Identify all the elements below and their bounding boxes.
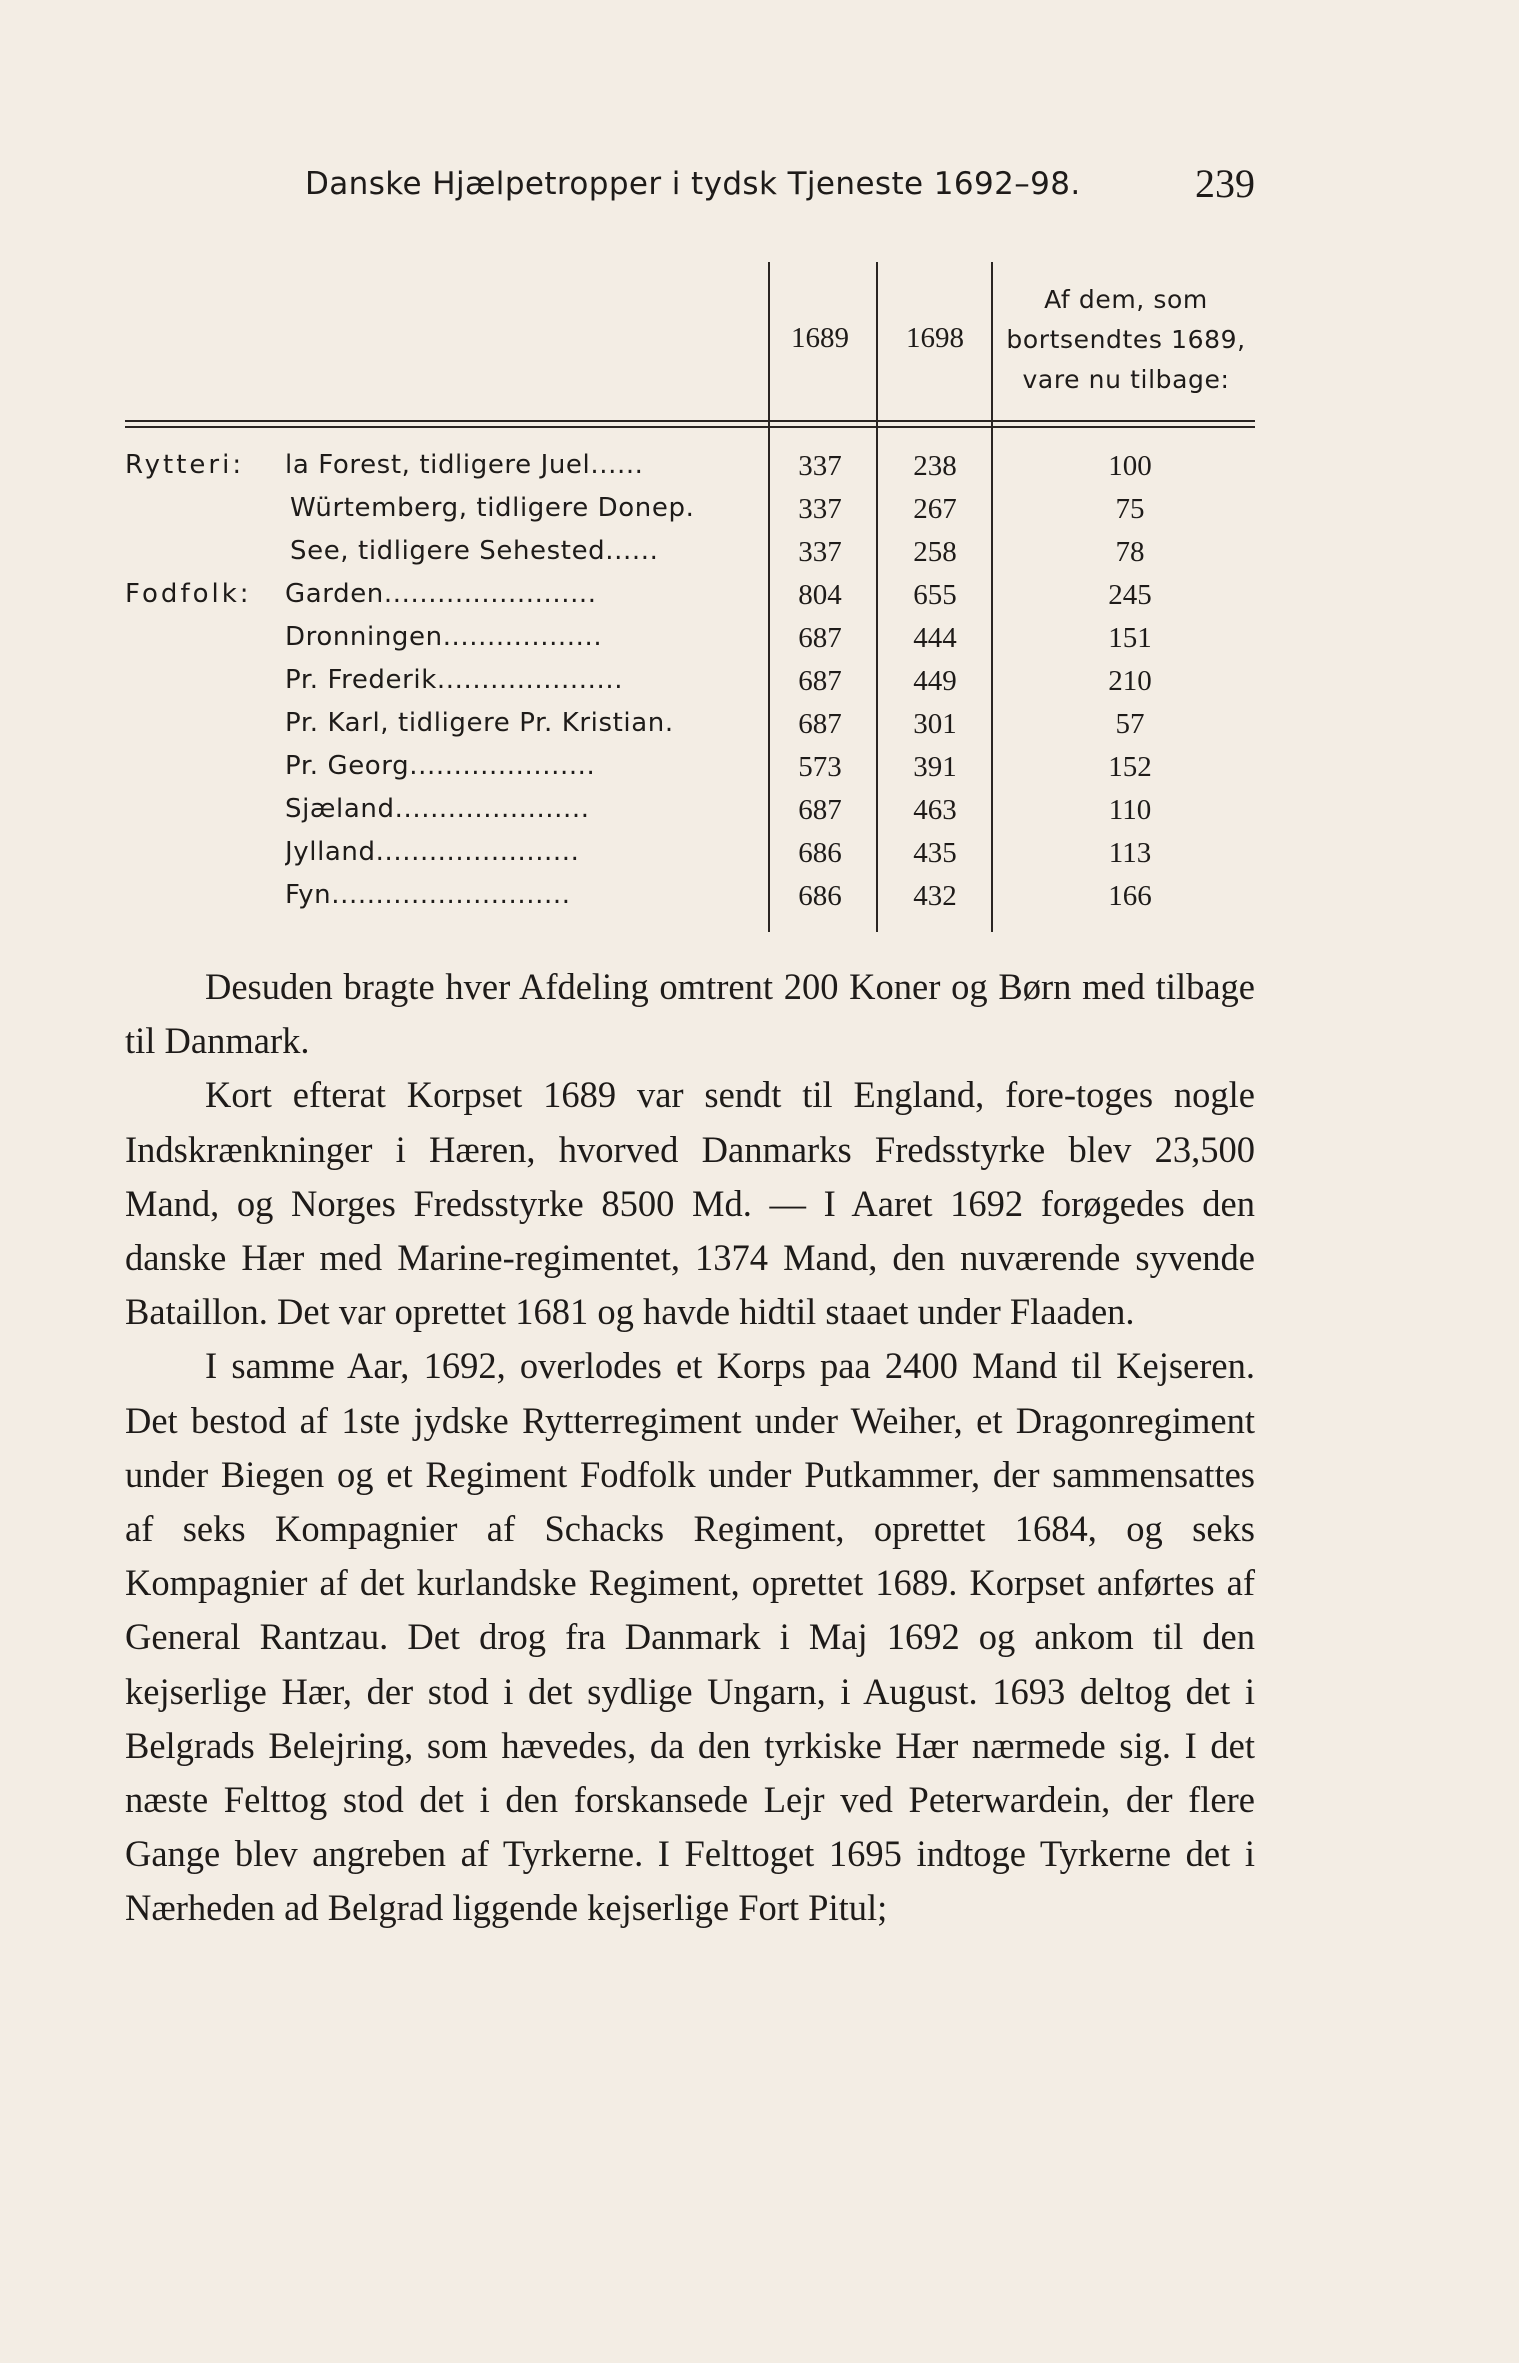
value-returned: 245 [1108, 579, 1152, 611]
value-returned: 57 [1115, 708, 1145, 740]
unit-name: Fyn [285, 880, 332, 910]
dot-leader: ..................... [409, 751, 596, 781]
table-row [125, 880, 1255, 923]
value-1698: 655 [913, 579, 957, 611]
value-1698: 238 [913, 450, 957, 482]
table-row [125, 794, 1255, 837]
dot-leader: ...... [605, 536, 659, 566]
value-returned: 152 [1108, 751, 1152, 783]
paragraph: Desuden bragte hver Afdeling omtrent 200 Koner og Børn med tilbage til Danmark. [125, 966, 1255, 1062]
dot-leader: ........................ [383, 579, 597, 609]
value-1698: 444 [913, 622, 957, 654]
value-1698: 463 [913, 794, 957, 826]
value-returned: 166 [1108, 880, 1152, 912]
header-rule [125, 426, 1255, 428]
value-1698: 301 [913, 708, 957, 740]
value-1698: 267 [913, 493, 957, 525]
unit-name: Würtemberg, tidligere Donep [290, 493, 686, 523]
unit-name: Pr. Georg [285, 751, 410, 781]
value-1698: 435 [913, 837, 957, 869]
value-returned: 78 [1115, 536, 1145, 568]
table-row [125, 665, 1255, 708]
column-header-returned-line: bortsendtes 1689, [1006, 325, 1246, 354]
dot-leader: ........................... [331, 880, 571, 910]
table-row [125, 450, 1255, 493]
unit-name: Pr. Karl, tidligere Pr. Kristian [285, 708, 665, 738]
value-1689: 804 [798, 579, 842, 611]
group-label: Fodfolk: [125, 579, 252, 609]
table-row [125, 622, 1255, 665]
value-returned: 75 [1115, 493, 1145, 525]
value-1689: 337 [798, 536, 842, 568]
value-1689: 686 [798, 880, 842, 912]
value-returned: 151 [1108, 622, 1152, 654]
dot-leader: ..................... [436, 665, 624, 695]
value-returned: 100 [1108, 450, 1152, 482]
group-label: Rytteri: [125, 450, 245, 480]
column-header-1689: 1689 [791, 322, 849, 354]
unit-name: Garden [285, 579, 384, 609]
unit-name: See, tidligere Sehested [290, 536, 606, 566]
table-row [125, 536, 1255, 579]
value-1698: 432 [913, 880, 957, 912]
column-header-returned-line: Af dem, som [1044, 285, 1208, 314]
unit-name: Sjæland [285, 794, 395, 824]
column-header-returned-line: vare nu tilbage: [1022, 365, 1230, 394]
value-1698: 391 [913, 751, 957, 783]
dot-leader: ...... [590, 450, 644, 480]
dot-leader: .................. [442, 622, 603, 652]
dot-leader: . [664, 708, 674, 738]
value-returned: 113 [1108, 837, 1152, 869]
running-head [305, 160, 1255, 210]
header-rule [125, 420, 1255, 422]
running-title: Danske Hjælpetropper i tydsk Tjeneste 1692–98. [305, 166, 1081, 202]
value-1698: 258 [913, 536, 957, 568]
unit-name: Dronningen [285, 622, 443, 652]
value-1689: 687 [798, 622, 842, 654]
dot-leader: . [685, 493, 695, 523]
dot-leader: ....................... [375, 837, 580, 867]
dot-leader: ...................... [394, 794, 590, 824]
value-1689: 337 [798, 493, 842, 525]
column-header-1698: 1698 [906, 322, 964, 354]
unit-name: Jylland [285, 837, 376, 867]
paragraph: I samme Aar, 1692, overlodes et Korps paa 2400 Mand til Kejseren. Det bestod af 1ste jydske Rytterregiment under Weiher, et Dragonregiment under Biegen og et Regiment Fodfolk under Putkammer, der sammensattes af seks Kompagnier af Schacks Regiment, oprettet 1684, og seks Kompagnier af det kurlandske Regiment, oprettet 1689. Korpset anførtes af General Rantzau. Det drog fra Danmark i Maj 1692 og ankom til den kejserlige Hær, der stod i det sydlige Ungarn, i August. 1693 deltog det i Belgrads Belejring, som hævedes, da den tyrkiske Hær nærmede sig. I det næste Felttog stod det i den forskansede Lejr ved Peterwardein, der flere Gange blev angreben af Tyrkerne. I Felttoget 1695 indtoge Tyrkerne det i Nærheden ad Belgrad liggende kejserlige Fort Pitul; [125, 1345, 1255, 1929]
table-row [125, 579, 1255, 622]
table-row [125, 708, 1255, 751]
value-1689: 687 [798, 794, 842, 826]
paragraph: Kort efterat Korpset 1689 var sendt til England, fore-toges nogle Indskrænkninger i Hæren, hvorved Danmarks Fredsstyrke blev 23,500 Mand, og Norges Fredsstyrke 8500 Md. — I Aaret 1692 forøgedes den danske Hær med Marine-regimentet, 1374 Mand, den nuværende syvende Bataillon. Det var oprettet 1681 og havde hidtil staaet under Flaaden. [125, 1074, 1255, 1333]
body-text [125, 960, 1255, 1936]
troops-table [125, 262, 1255, 942]
table-row [125, 837, 1255, 880]
table-row [125, 493, 1255, 536]
page-number: 239 [1195, 161, 1255, 206]
value-returned: 210 [1108, 665, 1152, 697]
unit-name: la Forest, tidligere Juel [285, 450, 591, 480]
table-row [125, 751, 1255, 794]
value-1689: 686 [798, 837, 842, 869]
value-1689: 687 [798, 708, 842, 740]
unit-name: Pr. Frederik [285, 665, 437, 695]
value-1689: 337 [798, 450, 842, 482]
value-1689: 573 [798, 751, 842, 783]
value-1698: 449 [913, 665, 957, 697]
value-1689: 687 [798, 665, 842, 697]
value-returned: 110 [1108, 794, 1152, 826]
column-header-returned [995, 280, 1257, 400]
